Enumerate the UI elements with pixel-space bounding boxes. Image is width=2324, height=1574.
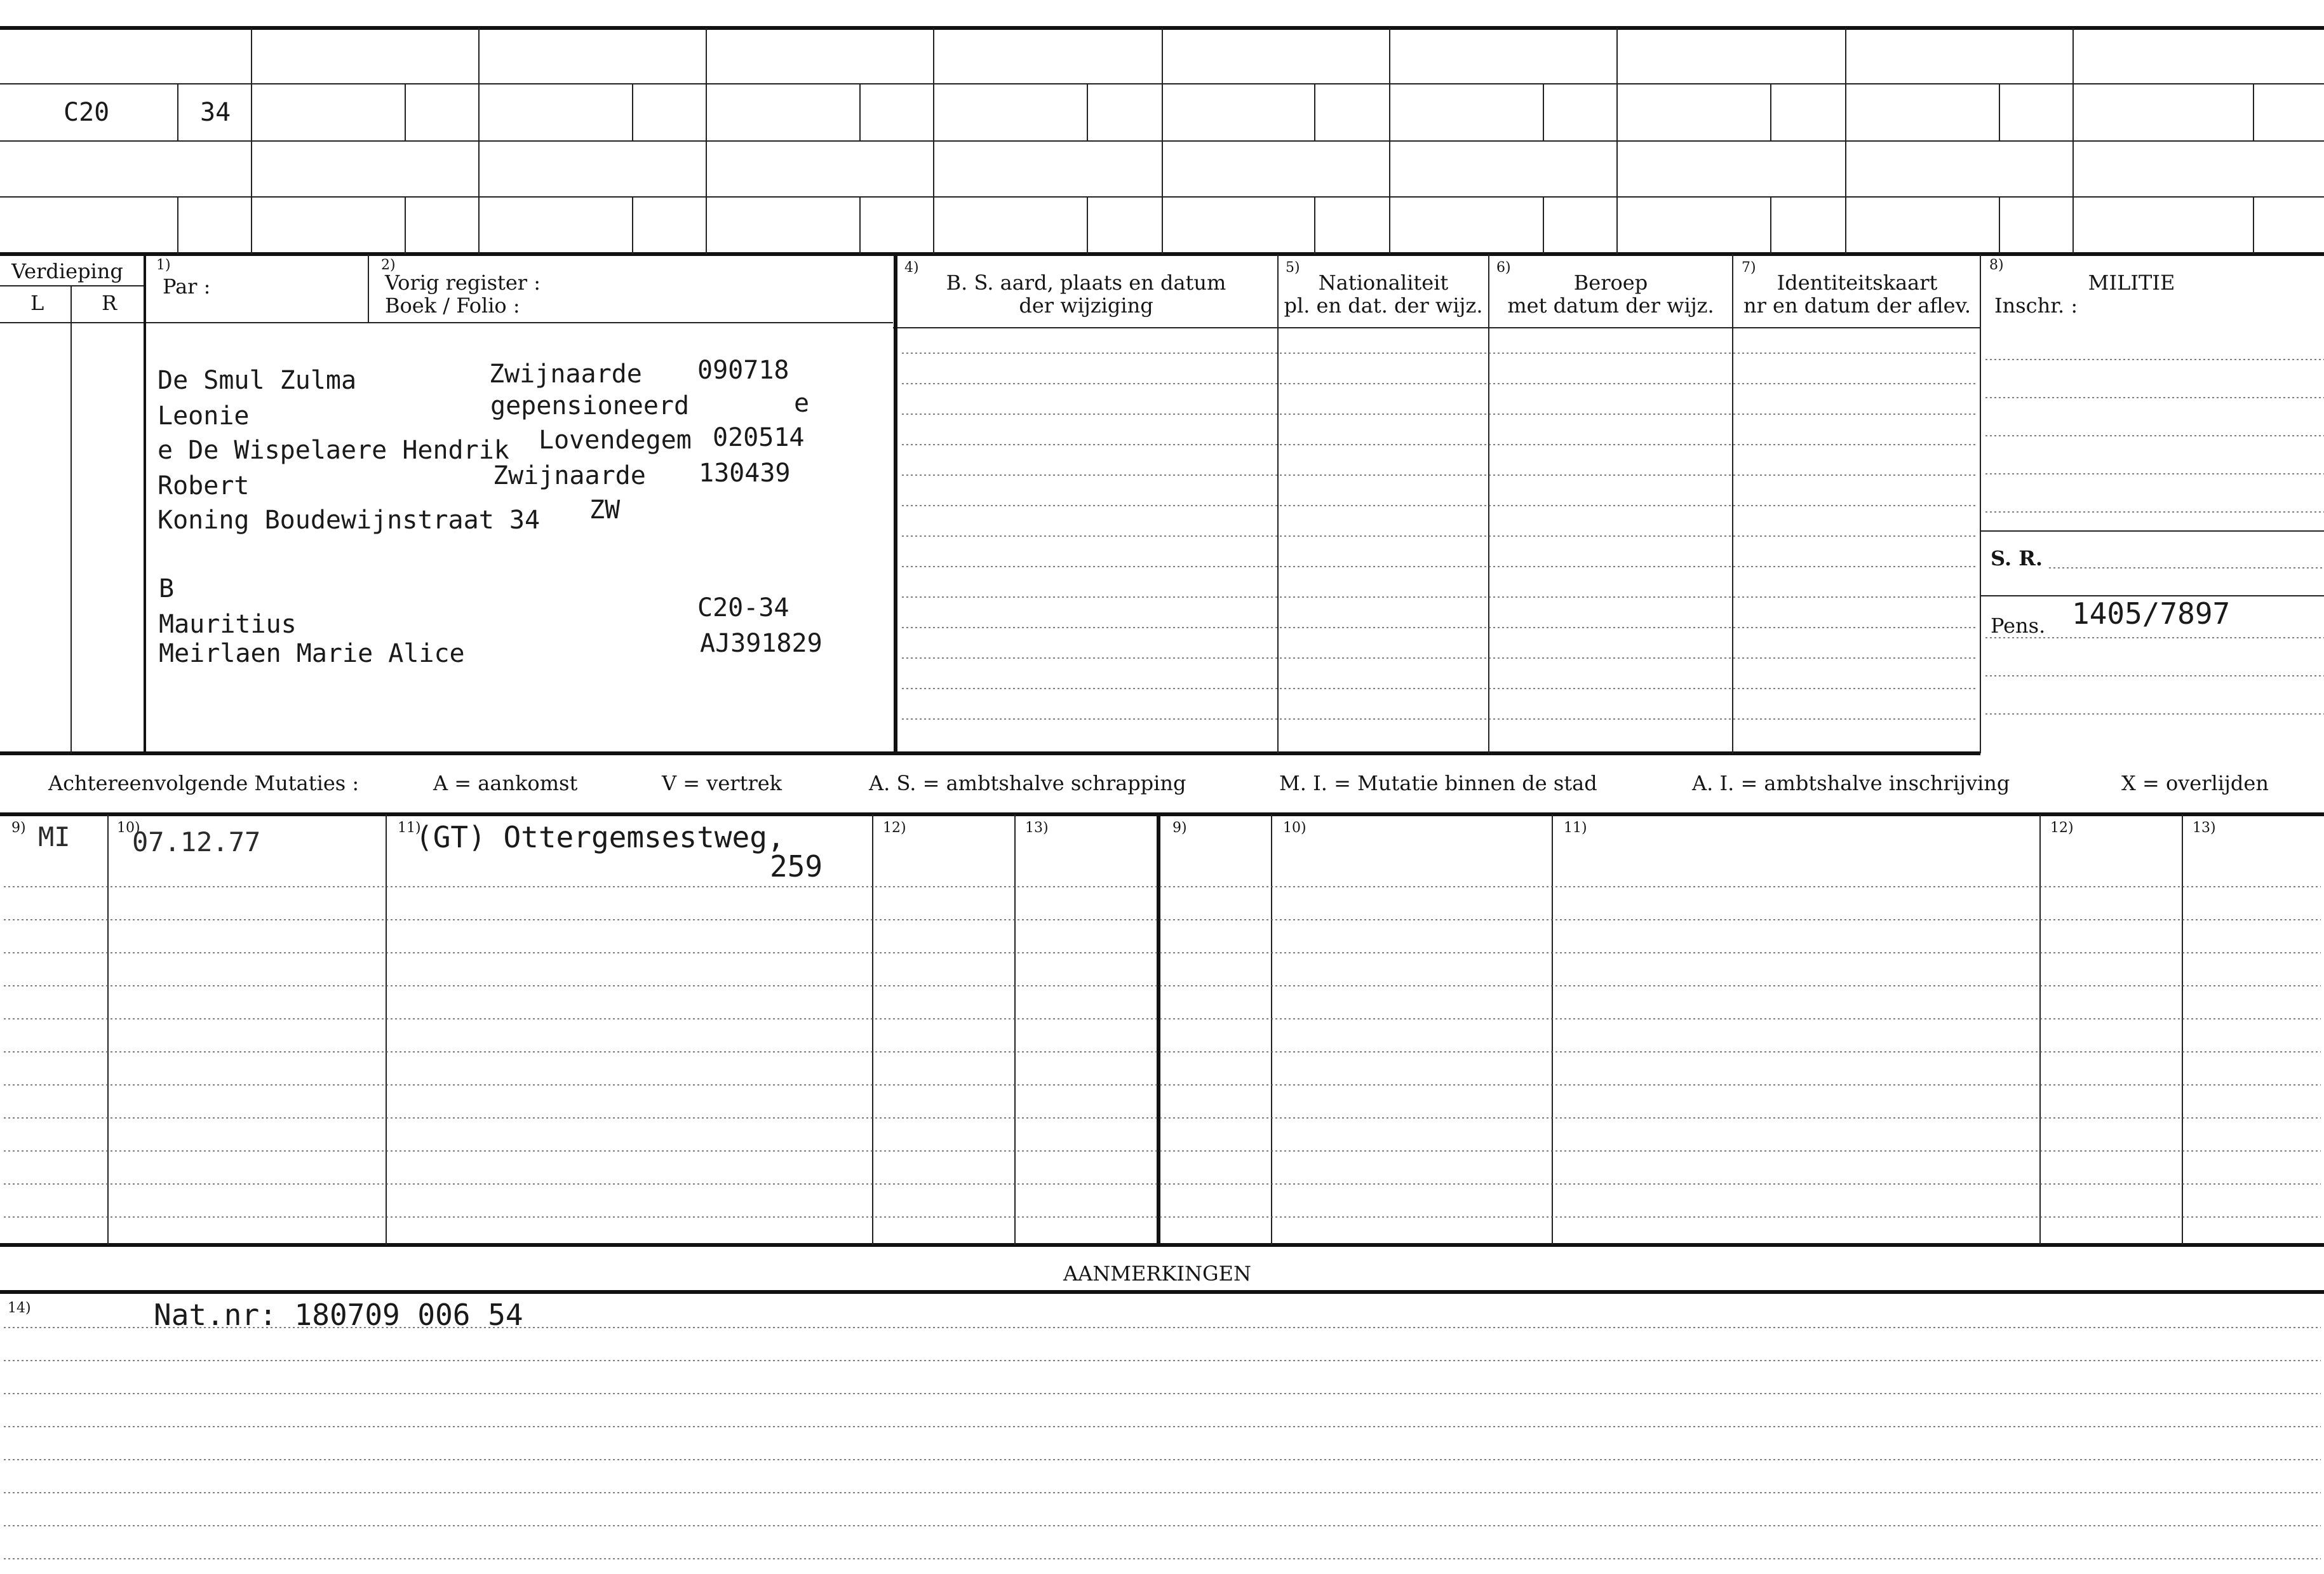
legend-item-as: A. S. = ambtshalve schrapping <box>869 771 1186 795</box>
person-line-2-right: e <box>794 389 810 418</box>
header-code: C20 <box>64 98 110 127</box>
mutations-legend <box>48 771 2269 795</box>
floor-left-label: L <box>30 291 44 315</box>
remarks-national-number: Nat.nr: 180709 006 54 <box>154 1298 523 1332</box>
remarks-number: 14) <box>8 1300 31 1316</box>
col6-label-line2: met datum der wijz. <box>1507 293 1714 318</box>
main-grid <box>0 254 2324 753</box>
person-line-3-left: e De Wispelaere Hendrik <box>158 436 509 465</box>
col5-number: 5) <box>1286 260 1300 276</box>
militie-pens-label: Pens. <box>1991 614 2046 638</box>
mut-col13-number: 13) <box>1025 820 1049 836</box>
col6-number: 6) <box>1496 260 1511 276</box>
person-block-letter: B <box>159 574 175 603</box>
legend-item-v: V = vertrek <box>662 771 783 795</box>
remarks-section <box>0 1261 2324 1559</box>
col5-label-line2: pl. en dat. der wijz. <box>1284 293 1483 318</box>
mutation-address-line1: (GT) Ottergemsestweg, <box>415 820 785 854</box>
person-line-5-left: Koning Boudewijnstraat 34 <box>158 506 541 535</box>
header-number: 34 <box>200 98 231 127</box>
militie-inschr-label: Inschr. : <box>1994 293 2078 318</box>
legend-item-mi: M. I. = Mutatie binnen de stad <box>1279 771 1597 795</box>
person-line-3-right: 020514 <box>713 423 805 452</box>
person-spouse-line: Meirlaen Marie Alice <box>159 639 465 668</box>
floor-right-label: R <box>102 291 118 315</box>
col7-number: 7) <box>1742 260 1756 276</box>
person-line-2-mid: gepensioneerd <box>490 391 690 420</box>
mut-col11b-number: 11) <box>1564 820 1587 836</box>
mut-col10b-number: 10) <box>1283 820 1306 836</box>
legend-item-x: X = overlijden <box>2121 771 2269 795</box>
mut-col12b-number: 12) <box>2050 820 2074 836</box>
col2-label-line1: Vorig register : <box>385 271 541 295</box>
verdieping-label: Verdieping <box>11 259 123 283</box>
militie-title: MILITIE <box>2088 271 2175 295</box>
mut-col11-number: 11) <box>398 820 421 836</box>
person-line-5-mid: ZW <box>589 495 621 525</box>
col1-label: Par : <box>163 274 211 299</box>
legend-item-a: A = aankomst <box>433 771 578 795</box>
col7-label-line1: Identiteitskaart <box>1777 271 1938 295</box>
col4-label-line2: der wijziging <box>1019 293 1153 318</box>
col8-number: 8) <box>1989 257 2004 273</box>
person-line-3-mid: Lovendegem <box>539 426 692 455</box>
person-line-2-left: Leonie <box>158 401 250 431</box>
mutation-address-line2: 259 <box>770 849 823 884</box>
mut-col9b-number: 9) <box>1172 820 1187 836</box>
militie-pens-value: 1405/7897 <box>2072 596 2231 631</box>
col5-label-line1: Nationaliteit <box>1318 271 1449 295</box>
militie-sr-label: S. R. <box>1991 546 2043 570</box>
col2-number: 2) <box>381 257 396 273</box>
legend-title: Achtereenvolgende Mutaties : <box>48 771 359 795</box>
remarks-title: AANMERKINGEN <box>1063 1261 1251 1286</box>
mutations-table <box>0 814 2324 1245</box>
mut-col10-number: 10) <box>117 820 140 836</box>
person-line-4-right: 130439 <box>699 459 791 488</box>
mutation-date: 07.12.77 <box>132 826 261 858</box>
col1-number: 1) <box>156 257 171 273</box>
col4-label-line1: B. S. aard, plaats en datum <box>946 271 1226 295</box>
person-line-4-left: Robert <box>158 471 250 501</box>
mut-col13b-number: 13) <box>2193 820 2216 836</box>
col6-label-line1: Beroep <box>1573 271 1648 295</box>
mut-col12-number: 12) <box>883 820 906 836</box>
header-grid <box>0 28 2324 254</box>
person-religion-line: Mauritius <box>159 610 297 639</box>
person-line-1-left: De Smul Zulma <box>158 366 357 395</box>
col7-label-line2: nr en datum der aflev. <box>1743 293 1971 318</box>
person-details <box>158 356 823 668</box>
mutation-type: MI <box>38 821 71 852</box>
person-spouse-ref: AJ391829 <box>700 629 823 658</box>
person-line-1-right: 090718 <box>697 356 789 385</box>
person-line-1-mid: Zwijnaarde <box>489 360 642 389</box>
person-line-4-mid: Zwijnaarde <box>493 461 646 490</box>
person-ref-code: C20-34 <box>697 593 789 622</box>
col4-number: 4) <box>904 260 919 276</box>
legend-item-ai: A. I. = ambtshalve inschrijving <box>1692 771 2010 795</box>
mut-col9-number: 9) <box>11 820 26 836</box>
col2-label-line2: Boek / Folio : <box>385 293 520 318</box>
